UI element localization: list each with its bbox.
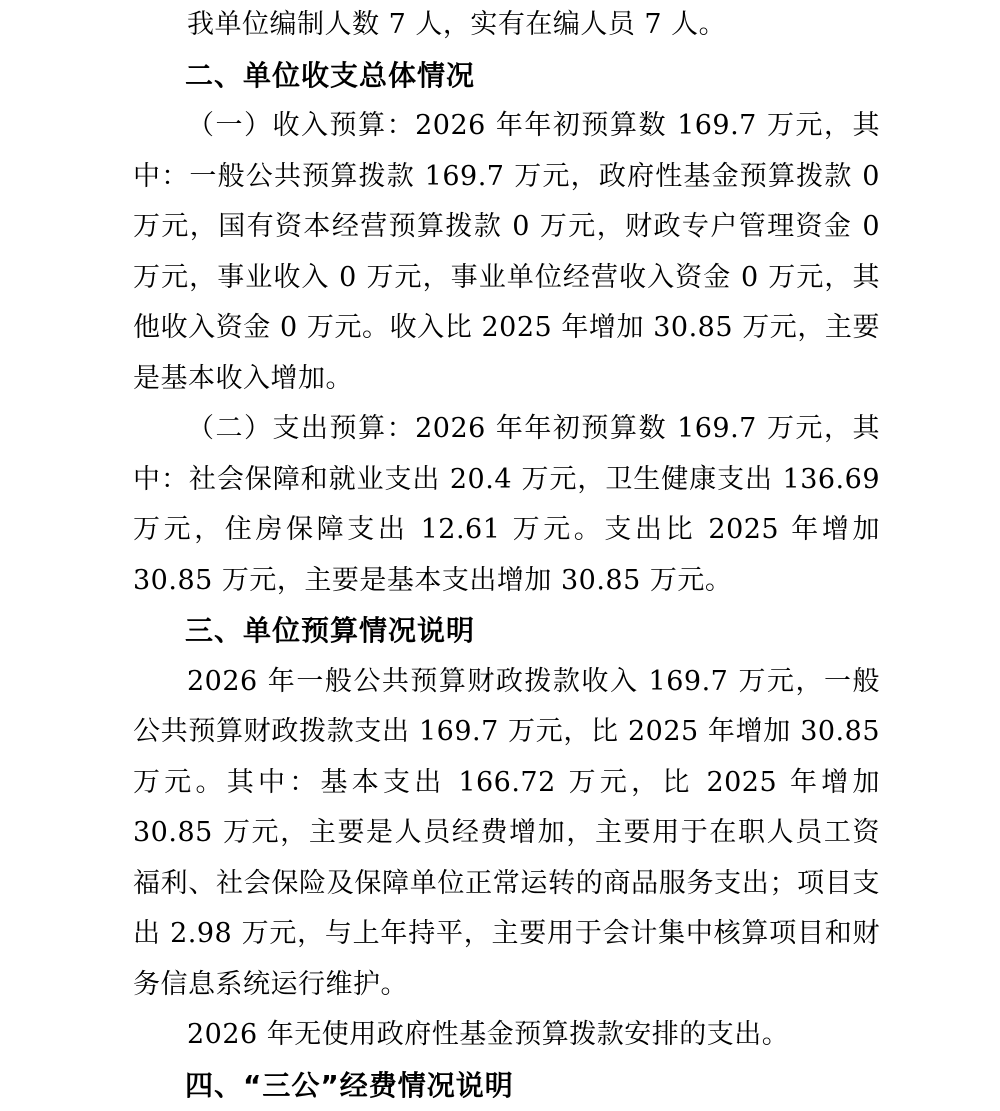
heading-section-2-overall-income-expenditure: 二、单位收支总体情况 (133, 51, 880, 102)
paragraph-staffing: 我单位编制人数 7 人，实有在编人员 7 人。 (133, 0, 880, 51)
paragraph-expenditure-budget: （二）支出预算：2026 年年初预算数 169.7 万元，其中：社会保障和就业支出 20.4 万元，卫生健康支出 136.69 万元，住房保障支出 12.61 万元。支出比 2025 年增加 30.85 万元，主要是基本支出增加 30.85 万元。 (133, 404, 880, 606)
paragraph-income-budget: （一）收入预算：2026 年年初预算数 169.7 万元，其中：一般公共预算拨款 169.7 万元，政府性基金预算拨款 0 万元，国有资本经营预算拨款 0 万元，财政专户管理资金 0 万元，事业收入 0 万元，事业单位经营收入资金 0 万元，其他收入资金 0 万元。收入比 2025 年增加 30.85 万元，主要是基本收入增加。 (133, 101, 880, 404)
paragraph-fiscal-appropriation-detail: 2026 年一般公共预算财政拨款收入 169.7 万元，一般公共预算财政拨款支出 169.7 万元，比 2025 年增加 30.85 万元。其中：基本支出 166.72 万元，比 2025 年增加 30.85 万元，主要是人员经费增加，主要用于在职人员工资福利、社会保险及保障单位正常运转的商品服务支出；项目支出 2.98 万元，与上年持平，主要用于会计集中核算项目和财务信息系统运行维护。 (133, 657, 880, 1011)
heading-section-3-budget-explanation: 三、单位预算情况说明 (133, 606, 880, 657)
heading-section-4-three-public-funds: 四、“三公”经费情况说明 (133, 1061, 880, 1111)
paragraph-government-fund-statement: 2026 年无使用政府性基金预算拨款安排的支出。 (133, 1010, 880, 1061)
